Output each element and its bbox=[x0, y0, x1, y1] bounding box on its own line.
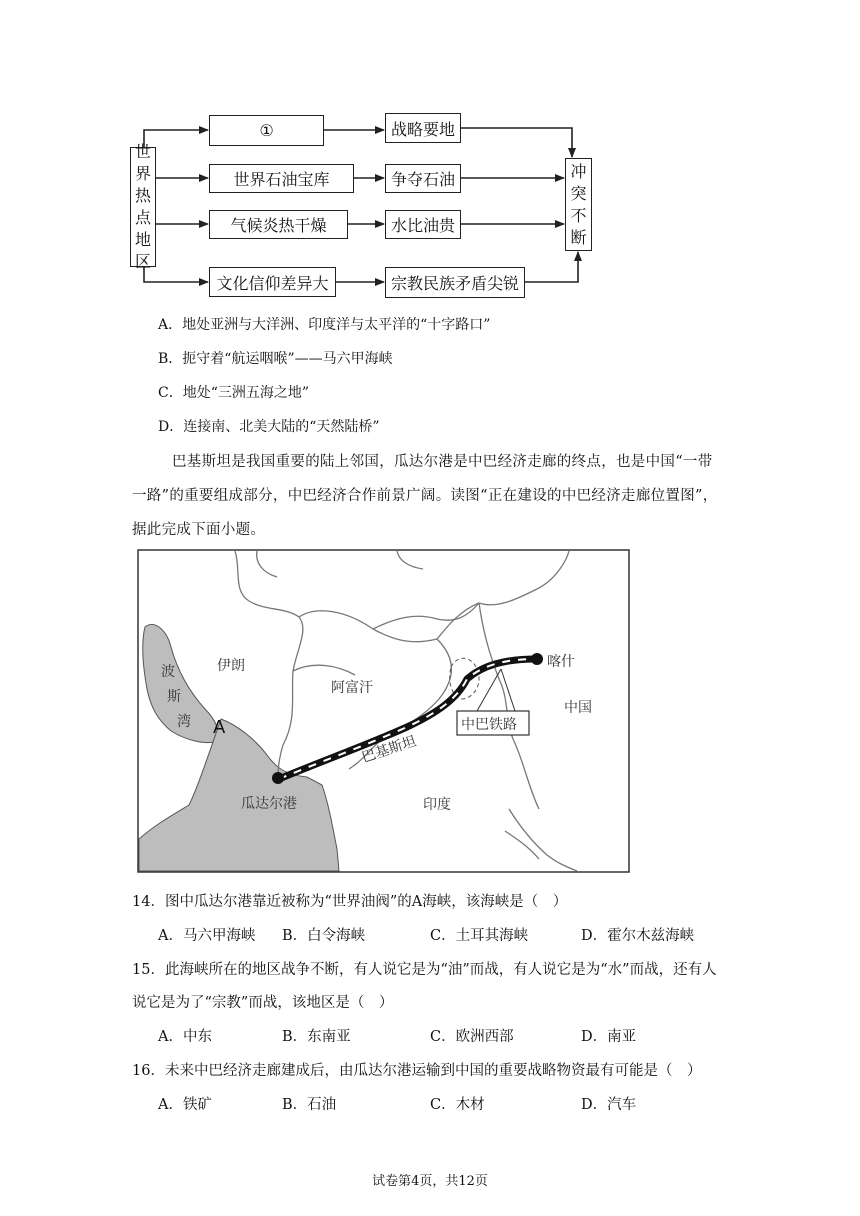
oil-fight-box bbox=[385, 164, 461, 193]
page-footer: 试卷第4页，共12页 bbox=[372, 1174, 488, 1189]
box-text: 文化信仰差异大 bbox=[216, 273, 329, 293]
box-text: 世界石油宝库 bbox=[233, 170, 330, 189]
left-char: 区 bbox=[134, 252, 151, 271]
option-b: B．扼守着“航运咽喉”——马六甲海峡 bbox=[158, 351, 393, 367]
map-label-railway: 中巴铁路 bbox=[461, 717, 517, 733]
box-text: 争夺石油 bbox=[390, 170, 455, 189]
gwadar-dot bbox=[272, 772, 284, 784]
option-d: D．连接南、北美大陆的“天然陆桥” bbox=[158, 419, 380, 435]
blank-1-box bbox=[209, 115, 324, 146]
map-svg bbox=[137, 549, 630, 873]
map-label-iran: 伊朗 bbox=[217, 658, 245, 674]
box-text: 宗教民族矛盾尖锐 bbox=[390, 274, 519, 293]
question-15-stem-cont: 说它是为了“宗教”而战，该地区是（ ） bbox=[132, 995, 394, 1011]
intro-line: 一路”的重要组成部分，中巴经济合作前景广阔。读图“正在建设的中巴经济走廊位置图”， bbox=[132, 488, 718, 504]
map-label-si: 斯 bbox=[167, 689, 181, 705]
water-box bbox=[385, 210, 461, 239]
q14-choice-d: D．霍尔木兹海峡 bbox=[581, 928, 695, 944]
religion-box bbox=[385, 267, 525, 298]
q14-choice-b: B．白令海峡 bbox=[282, 928, 366, 944]
left-char: 界 bbox=[134, 164, 151, 183]
map-label-gwadar: 瓜达尔港 bbox=[241, 796, 297, 812]
strategic-box bbox=[385, 113, 461, 143]
map-label-pakistan: 巴基斯坦 bbox=[359, 733, 419, 767]
map-label-a: A bbox=[213, 717, 226, 738]
world-hotspot-box bbox=[130, 142, 156, 271]
box-text: ① bbox=[259, 121, 274, 140]
map-label-kashgar: 喀什 bbox=[547, 654, 575, 670]
intro-line: 据此完成下面小题。 bbox=[132, 522, 266, 538]
culture-box bbox=[209, 267, 336, 297]
corridor-map bbox=[137, 549, 630, 873]
q15-choice-c: C．欧洲西部 bbox=[430, 1029, 514, 1045]
climate-box bbox=[209, 210, 348, 239]
map-label-afghanistan: 阿富汗 bbox=[331, 680, 373, 696]
oil-treasury-box bbox=[209, 164, 354, 193]
q15-choice-b: B．东南亚 bbox=[282, 1029, 351, 1045]
flowchart-arrows bbox=[0, 0, 860, 310]
box-text: 水比油贵 bbox=[390, 216, 455, 235]
kashgar-dot bbox=[531, 653, 543, 665]
left-char: 热 bbox=[134, 186, 151, 205]
q16-choice-d: D．汽车 bbox=[581, 1097, 637, 1113]
map-label-china: 中国 bbox=[564, 700, 592, 716]
right-char: 断 bbox=[570, 227, 587, 247]
option-c: C．地处“三洲五海之地” bbox=[158, 385, 310, 401]
map-label-india: 印度 bbox=[423, 797, 451, 813]
q16-choice-b: B．石油 bbox=[282, 1097, 337, 1113]
question-15-stem: 15．此海峡所在的地区战争不断，有人说它是为“油”而战，有人说它是为“水”而战，还有人 bbox=[132, 962, 717, 978]
option-a: A．地处亚洲与大洋洲、印度洋与太平洋的“十字路口” bbox=[158, 317, 491, 333]
intro-line: 巴基斯坦是我国重要的陆上邻国，瓜达尔港是中巴经济走廊的终点，也是中国“一带 bbox=[172, 454, 713, 470]
map-label-wan: 湾 bbox=[177, 714, 191, 730]
right-char: 突 bbox=[570, 183, 587, 203]
left-char: 地 bbox=[134, 230, 151, 249]
right-char: 冲 bbox=[570, 161, 587, 181]
q15-choice-d: D．南亚 bbox=[581, 1029, 637, 1045]
box-text: 气候炎热干燥 bbox=[230, 216, 327, 235]
box-text: 战略要地 bbox=[390, 119, 455, 139]
q16-choice-c: C．木材 bbox=[430, 1097, 485, 1113]
left-char: 点 bbox=[134, 208, 151, 227]
question-14-stem: 14．图中瓜达尔港靠近被称为“世界油阀”的A海峡，该海峡是（ ） bbox=[132, 894, 568, 910]
q14-choice-a: A．马六甲海峡 bbox=[158, 928, 256, 944]
question-16-stem: 16．未来中巴经济走廊建成后，由瓜达尔港运输到中国的重要战略物资最有可能是（ ） bbox=[132, 1063, 702, 1079]
right-char: 不 bbox=[570, 205, 587, 225]
q15-choice-a: A．中东 bbox=[158, 1029, 212, 1045]
map-label-bo: 波 bbox=[161, 664, 175, 680]
conflict-box bbox=[565, 158, 592, 251]
q14-choice-c: C．土耳其海峡 bbox=[430, 928, 529, 944]
q16-choice-a: A．铁矿 bbox=[158, 1097, 212, 1113]
left-char: 世 bbox=[134, 142, 151, 161]
